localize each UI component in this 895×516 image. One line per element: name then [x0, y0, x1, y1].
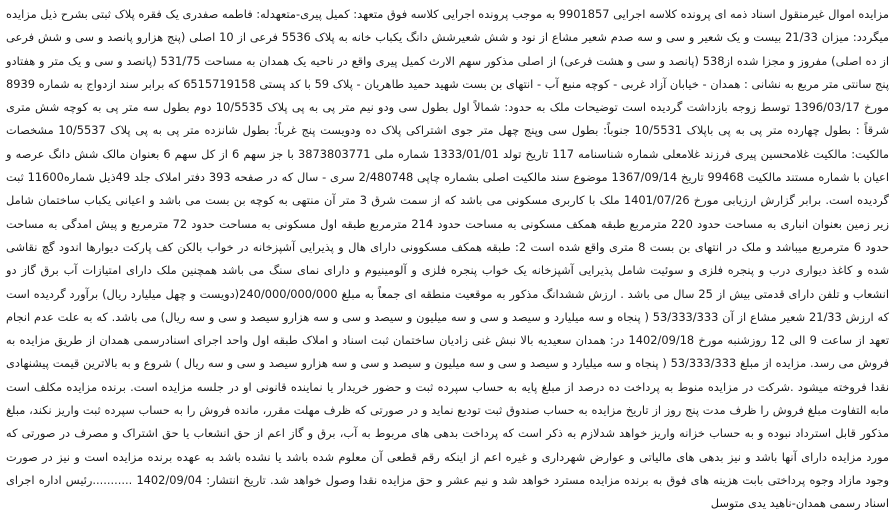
auction-notice-text: مزایده اموال غیرمنقول اسناد ذمه ای پرونده کلاسه اجرایی 9901857 به موجب پرونده اجرایی کلاسه فوق متعهد: کمیل پیری-متعهدله: فاطمه صفدری یک فقره پلاک ثبتی بشرح ذیل مزایده میگردد: میزان 21/33 بیست و یک شعیر و سی و سه صدم شعیر مشاع از نود و شش شعیرشش دانگ یکباب خانه به پلاک 5536 فرعی از 10 اصلی (پنج هزارو پانصد و سی و شش فرعی از ده اصلی) مفروز و مجزا شده از538 (پانصد و سی و هشت فرعی) از اصلی مذکور سهم الارث کمیل پیری واقع در ناحیه یک همدان به مساحت 531/75 (پانصد و سی و یک متر و هفتادو پنج سانتی متر مربع به نشانی : همدان - خیابان آزاد غربی - کوچه منبع آب - انتهای بن بست شهید حمید طاهریان - پلاک 59 با کد پستی 6515719158 که برابر سند ازدواج به شماره 8939 مورخ 1396/03/17 توسط زوجه بازداشت گردیده است توضیحات ملک به حدود: شمالاً اول بطول سی ودو نیم متر پی به پی پلاک 10/5535 دوم بطول سه متر پی به کوچه شش متری شرقاً : بطول چهارده متر پی به پی باپلاک 10/5531 جنوباً: بطول سی وپنج چهل متر جوی اشتراکی پلاک ده ودویست پنج غرباً: بطول شانزده متر پی به پی پلاک 10/5537 مشخصات مالکیت: مالکیت غلامحسین پیری فرزند غلامعلی شماره شناسنامه 117 تاریخ تولد 1333/01/01 شماره ملی 3873803771 با جز سهم 6 از کل سهم 6 بعنوان مالک شش دانگ عرصه و اعیان با شماره مستند مالکیت 99468 تاریخ 1367/09/14 موضوع سند مالکیت اصلی بشماره چاپی 2/480748 سری - سال که در صفحه 393 دفتر املاک جلد 49ذیل شماره11600 ثبت گردیده است. برابر گزارش ارزیابی مورخ 1401/07/26 ملک با کاربری مسکونی می باشد که از سمت شرق 3 متر آن منتهی به کوچه بن بست می باشد و اعیانی یکباب ساختمان شامل زیر زمین بعنوان انباری به مساحت حدود 220 مترمربع طبقه همکف مسکونی به مساحت حدود 214 مترمربع طبقه اول مسکونی به مساحت حدود 72 مترمربع و پیش امدگی به مساحت حدود 6 مترمربع میباشد و ملک در انتهای بن بست 8 متری واقع شده است 2: طبقه همکف مسکوونی دارای هال و پذیرایی آشپزخانه در خواب بالکن کف پارکت دیوارها اندود گچ نقاشی شده و کاغذ دیواری درب و پنجره فلزی و سوئیت شامل پذیرایی آشپزخانه یک خواب پنجره فلزی و آلومینیوم و دارای نمای سنگ می باشد همچنین ملک دارای امتیازات آب برق گاز دو انشعاب و تلفن دارای قدمتی بیش از 25 سال می باشد . ارزش ششدانگ مذکور به موقعیت منطقه ای جمعاً به مبلغ 240/000/000/000(دویست و چهل میلیارد ریال) برآورد گردیده است که ارزش 21/33 شعیر مشاع از آن 53/333/333 ( پنجاه و سه میلیارد و سیصد و سی و سه میلیون و سیصد و سی و سه هزارو سیصد و سی و سه ریال) می باشد. که به علت عدم انجام تعهد از ساعت 9 الی 12 روزشنبه مورخ 1402/09/18 در: همدان سعیدیه بالا نبش غنی زادیان ساختمان ثبت اسناد و املاک طبقه اول واحد اجرای اسنادرسمی همدان از طریق مزایده به فروش می رسد. مزایده از مبلغ 53/333/333 ( پنجاه و سه میلیارد و سیصد و سی و سه میلیون و سیصد و سی و سه هزارو سیصد و سی و سه ریال ) شروع و به بالاترین قیمت پیشنهادی نقدا فروخته میشود .شرکت در مزایده منوط به پرداخت ده درصد از مبلغ پایه به حساب سپرده ثبت و حضور خریدار یا نماینده قانونی او در جلسه مزایده است. برنده مزایده مکلف است مابه التفاوت مبلغ فروش را ظرف مدت پنج روز از تاریخ مزایده به حساب صندوق ثبت تودیع نماید و در صورتی که ظرف مهلت مقرر، مانده فروش را به حساب سپرده ثبت واریز نکند، مبلغ مذکور قابل استرداد نبوده و به حساب خزانه واریز خواهد شدلازم به ذکر است که پرداخت بدهی های مربوط به آب، برق و گاز اعم از حق انشعاب یا حق اشتراک و مصرف در صورتی که مورد مزایده دارای آنها باشد و نیز بدهی های مالیاتی و عوارض شهرداری و غیره اعم از اینکه رقم قطعی آن معلوم شده باشد یا نشده باشد به عهده برنده مزایده است و نیز در صورت وجود مازاد وجوه پرداختی بابت هزینه های فوق به برنده مزایده مسترد خواهد شد و نیم عشر و حق مزایده نقدا وصول خواهد شد. تاریخ انتشار: 1402/09/04 ...........رئیس اداره اجرای اسناد رسمی همدان-ناهید یدی متوسل: [6, 7, 890, 511]
auction-notice: [6, 3, 890, 511]
